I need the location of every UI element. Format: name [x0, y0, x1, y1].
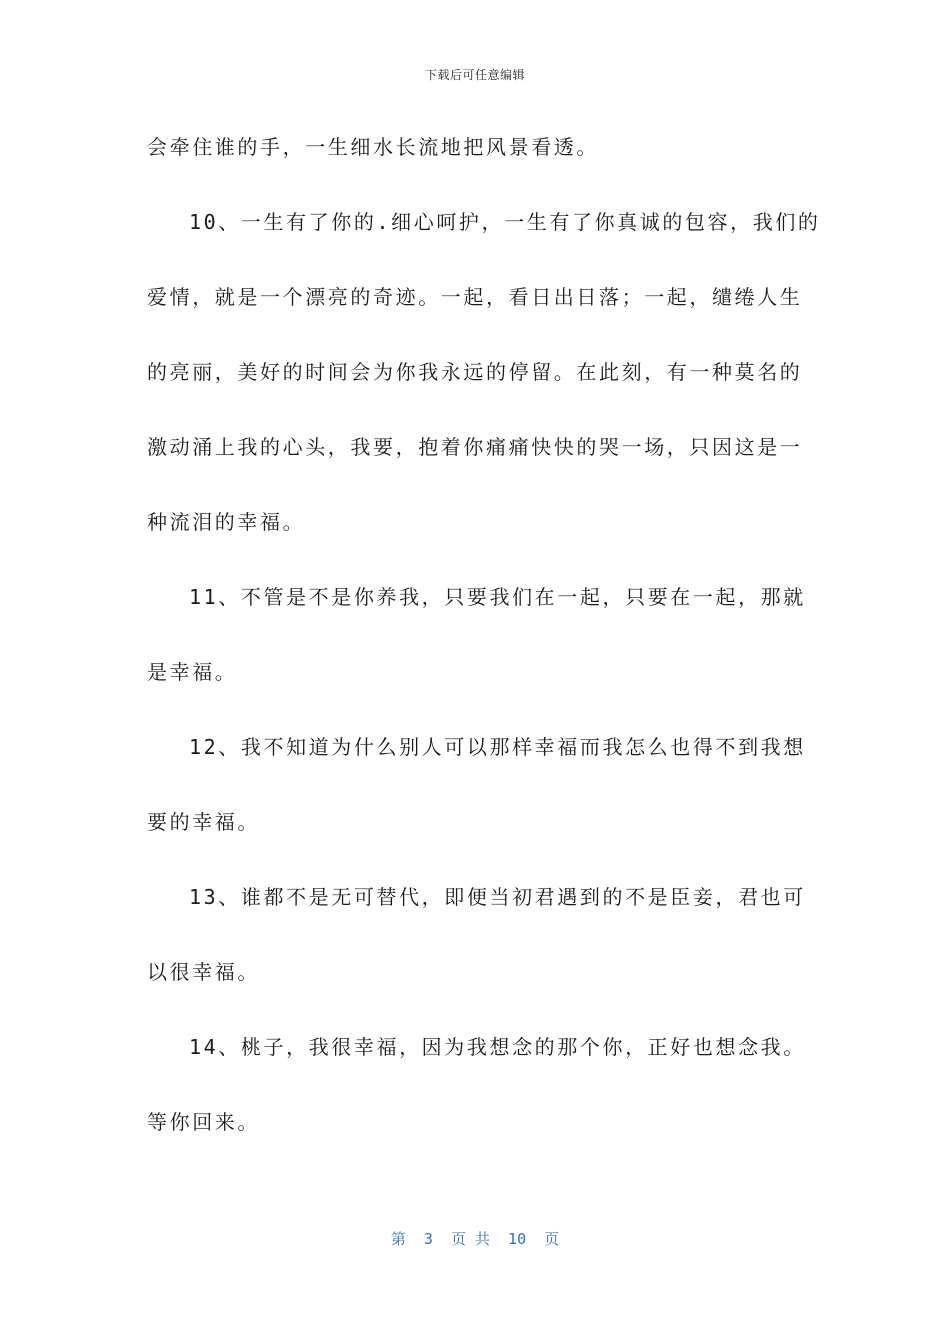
text-line: 等你回来。 [147, 1110, 260, 1134]
text-line: 12、我不知道为什么别人可以那样幸福而我怎么也得不到我想 [189, 735, 806, 759]
text-line: 10、一生有了你的.细心呵护，一生有了你真诚的包容，我们的 [189, 210, 821, 234]
page-header-note: 下载后可任意编辑 [424, 68, 525, 82]
text-line: 激动涌上我的心头，我要，抱着你痛痛快快的哭一场，只因这是一 [147, 435, 803, 459]
text-line: 14、桃子，我很幸福，因为我想念的那个你，正好也想念我。 [189, 1035, 806, 1059]
text-line: 13、谁都不是无可替代，即便当初君遇到的不是臣妾，君也可 [189, 885, 806, 909]
body-text [147, 120, 821, 1170]
text-line: 11、不管是不是你养我，只要我们在一起，只要在一起，那就 [189, 585, 806, 609]
text-line: 爱情，就是一个漂亮的奇迹。一起，看日出日落；一起，缱绻人生 [147, 285, 803, 309]
text-line: 的亮丽，美好的时间会为你我永远的停留。在此刻，有一种莫名的 [147, 360, 803, 384]
text-line: 种流泪的幸福。 [147, 510, 306, 534]
page-number: 第 3 页 共 10 页 [390, 1230, 560, 1248]
text-line: 会牵住谁的手，一生细水长流地把风景看透。 [147, 135, 599, 159]
text-line: 是幸福。 [147, 660, 238, 684]
text-line: 要的幸福。 [147, 810, 260, 834]
text-line: 以很幸福。 [147, 960, 260, 984]
